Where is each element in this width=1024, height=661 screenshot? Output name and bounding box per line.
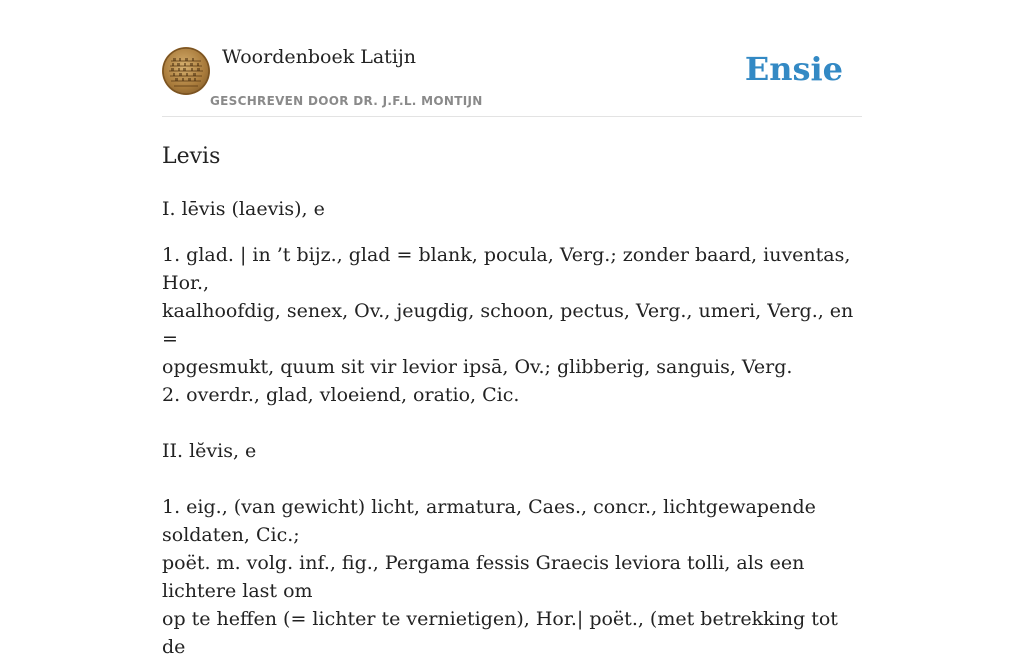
brand-logo-link[interactable]: Ensie [744,50,843,88]
sense-1-definition [162,241,862,409]
definition-line: kaalhoofdig, senex, Ov., jeugdig, schoon, pectus, Verg., umeri, Verg., en = [162,300,854,350]
sense-2-definition [162,493,862,661]
definition-line: poët. m. volg. inf., fig., Pergama fessis Graecis leviora tolli, als een lichtere last om [162,552,805,602]
book-title[interactable]: Woordenboek Latijn [222,46,417,68]
sense-1-headword: I. lēvis (laevis), e [162,198,325,220]
definition-line: 1. eig., (van gewicht) licht, armatura, Caes., concr., lichtgewapende soldaten, Cic.; [162,496,816,546]
page [162,0,862,661]
header [162,0,862,117]
sense-2-headword: II. lĕvis, e [162,440,257,462]
definition-line: 2. overdr., glad, vloeiend, oratio, Cic. [162,384,520,406]
definition-line: 1. glad. | in ’t bijz., glad = blank, pocula, Verg.; zonder baard, iuventas, Hor., [162,244,851,294]
book-cover-avatar[interactable] [162,47,210,95]
definition-line: op te heffen (= lichter te vernietigen), Hor.| poët., (met betrekking tot de [162,608,838,658]
ancient-inscription-coin-icon [162,47,210,95]
spacer [162,409,862,437]
author-byline: GESCHREVEN DOOR DR. J.F.L. MONTIJN [210,94,483,108]
definition-line: opgesmukt, quum sit vir levior ipsā, Ov.; glibberig, sanguis, Verg. [162,356,793,378]
spacer [162,465,862,493]
entry-title: Levis [162,144,221,169]
